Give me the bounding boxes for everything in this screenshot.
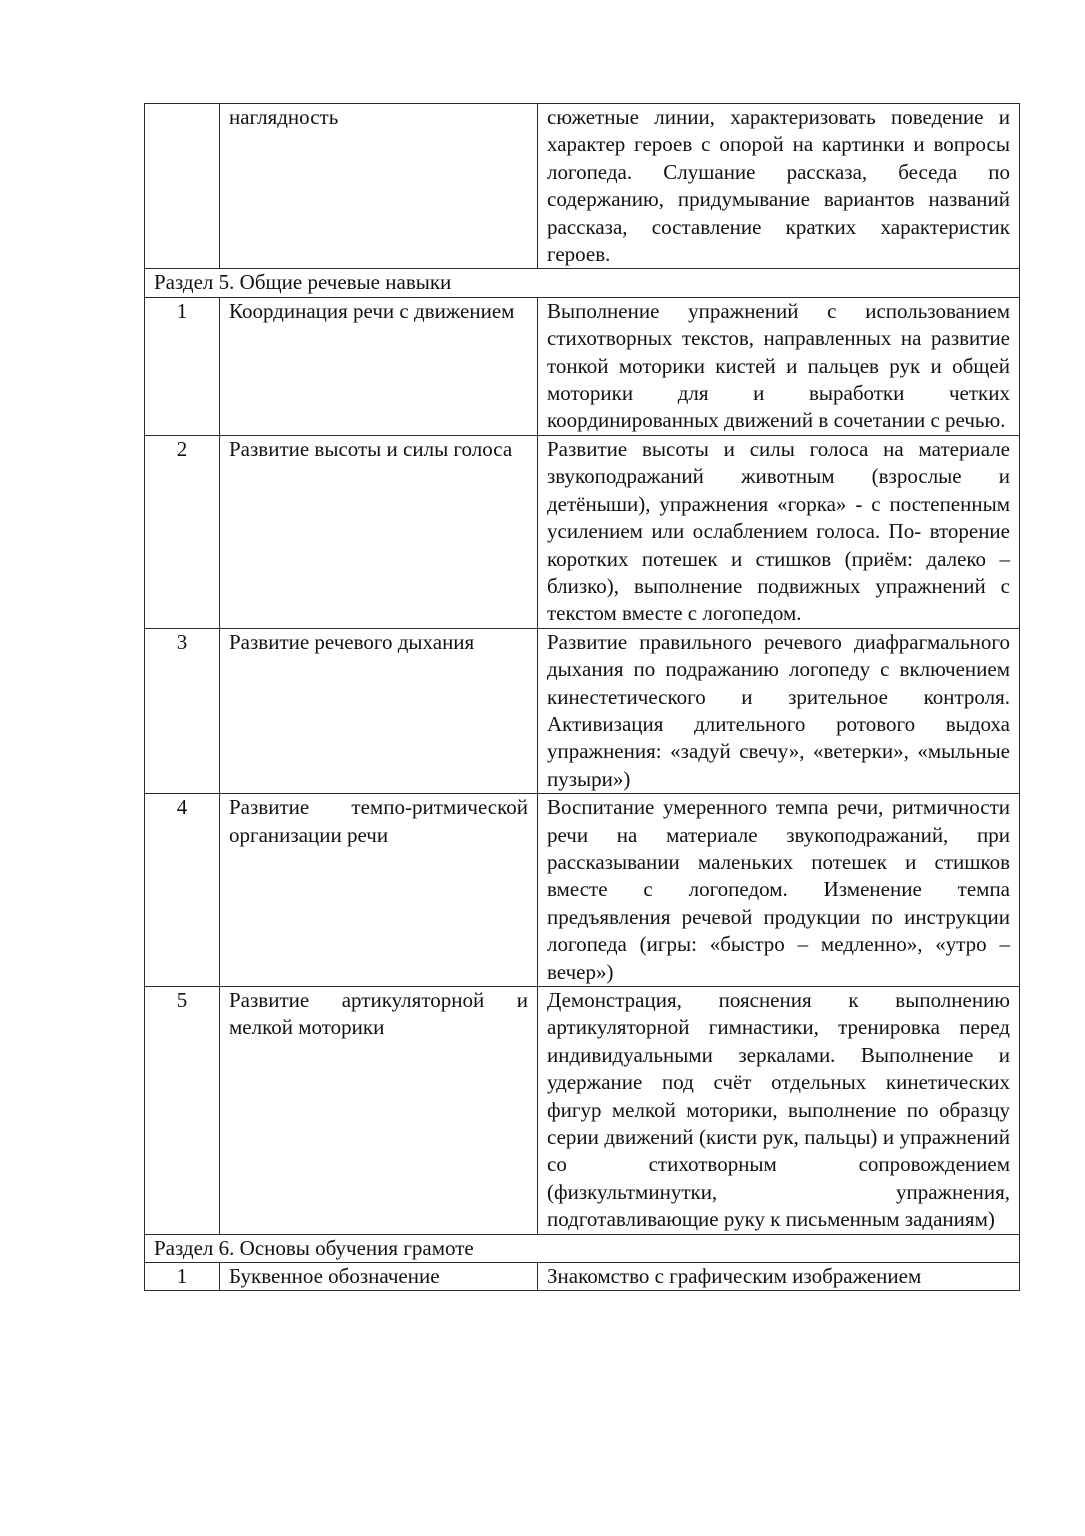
table-row — [145, 794, 1020, 987]
row-number-cell: 3 — [145, 628, 220, 793]
row-number-cell: 4 — [145, 794, 220, 987]
row-number-cell — [145, 104, 220, 269]
content-cell: Демонстрация, пояснения к выполнению артикуляторной гимнастики, тренировка перед индивидуальными зеркалами. Выполнение и удержание под счёт отдельных кинетических фигур мелкой моторики, выполнение по образцу серии движений (кисти рук, пальцы) и упражнений со стихотворным сопровождением (физкультминутки, упражнения, подготавливающие руку к письменным заданиям) — [538, 987, 1020, 1235]
table-row — [145, 435, 1020, 628]
table-row — [145, 297, 1020, 435]
section-title: Раздел 5. Общие речевые навыки — [145, 269, 1020, 297]
row-number-cell: 1 — [145, 297, 220, 435]
content-cell: Выполнение упражнений с использованием стихотворных текстов, направленных на развитие тонкой моторики кистей и пальцев рук и общей моторики для и выработки четких координированных движений в сочетании с речью. — [538, 297, 1020, 435]
topic-cell: Развитие речевого дыхания — [220, 628, 538, 793]
content-cell: Развитие высоты и силы голоса на материале звукоподражаний животным (взрослые и детёныши), упражнения «горка» - с постепенным усилением или ослаблением голоса. По- вторение коротких потешек и стишков (приём: далеко – близко), выполнение подвижных упражнений с текстом вместе с логопедом. — [538, 435, 1020, 628]
topic-cell: наглядность — [220, 104, 538, 269]
topic-cell: Координация речи с движением — [220, 297, 538, 435]
section-header-row — [145, 1234, 1020, 1262]
content-cell: Знакомство с графическим изображением — [538, 1263, 1020, 1291]
topic-cell: Буквенное обозначение — [220, 1263, 538, 1291]
content-cell: Воспитание умеренного темпа речи, ритмичности речи на материале звукоподражаний, при рассказывании маленьких потешек и стишков вместе с логопедом. Изменение темпа предъявления речевой продукции по инструкции логопеда (игры: «быстро – медленно», «утро – вечер») — [538, 794, 1020, 987]
row-number-cell: 1 — [145, 1263, 220, 1291]
table-row — [145, 1263, 1020, 1291]
table-row — [145, 104, 1020, 269]
section-header-row — [145, 269, 1020, 297]
table-row — [145, 987, 1020, 1235]
section-title: Раздел 6. Основы обучения грамоте — [145, 1234, 1020, 1262]
curriculum-table — [144, 103, 1020, 1291]
table-row — [145, 628, 1020, 793]
row-number-cell: 5 — [145, 987, 220, 1235]
content-cell: Развитие правильного речевого диафрагмального дыхания по подражанию логопеду с включением кинестетического и зрительное контроля. Активизация длительного ротового выдоха упражнения: «задуй свечу», «ветерки», «мыльные пузыри») — [538, 628, 1020, 793]
topic-cell: Развитие высоты и силы голоса — [220, 435, 538, 628]
row-number-cell: 2 — [145, 435, 220, 628]
topic-cell: Развитие артикуляторной и мелкой моторики — [220, 987, 538, 1235]
topic-cell: Развитие темпо-ритмической организации речи — [220, 794, 538, 987]
content-cell: сюжетные линии, характеризовать поведение и характер героев с опорой на картинки и вопросы логопеда. Слушание рассказа, беседа по содержанию, придумывание вариантов названий рассказа, составление кратких характеристик героев. — [538, 104, 1020, 269]
